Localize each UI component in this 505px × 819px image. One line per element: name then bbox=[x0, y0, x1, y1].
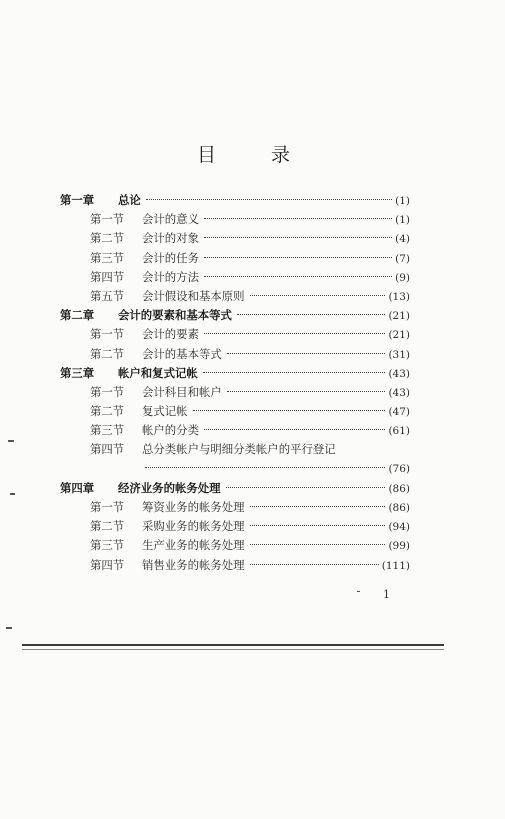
entry-page: (61) bbox=[388, 425, 410, 438]
entry-title: 生产业务的帐务处理 bbox=[142, 538, 245, 553]
entry-page: (86) bbox=[388, 482, 410, 495]
entry-number: 第四节 bbox=[90, 269, 125, 284]
dot-leader bbox=[250, 564, 379, 565]
dot-leader bbox=[204, 429, 385, 430]
dot-leader bbox=[204, 237, 392, 238]
dot-leader bbox=[250, 544, 386, 545]
dot-leader bbox=[237, 314, 386, 315]
entry-title: 筹资业务的帐务处理 bbox=[142, 500, 245, 514]
bottom-rule-thin bbox=[22, 649, 444, 650]
toc-entry-section[interactable] bbox=[60, 210, 410, 229]
entry-page: (76) bbox=[388, 462, 410, 475]
toc-entry-section[interactable] bbox=[60, 498, 410, 517]
dot-leader bbox=[250, 506, 386, 507]
toc-entry-section[interactable] bbox=[60, 287, 410, 306]
entry-title: 会计的要素和基本等式 bbox=[118, 308, 232, 323]
entry-number: 第四章 bbox=[60, 480, 95, 495]
entry-number: 第二节 bbox=[90, 231, 125, 246]
entry-page: (13) bbox=[388, 290, 410, 303]
entry-title: 总论 bbox=[118, 193, 141, 207]
entry-page: (21) bbox=[388, 329, 410, 342]
dot-leader bbox=[193, 410, 386, 411]
entry-page: (111) bbox=[381, 559, 410, 572]
dot-leader bbox=[204, 218, 392, 219]
entry-title: 复式记帐 bbox=[142, 404, 188, 419]
toc-entry-section[interactable] bbox=[60, 249, 410, 268]
entry-title: 采购业务的帐务处理 bbox=[142, 519, 245, 534]
bottom-rule bbox=[22, 644, 444, 646]
entry-title: 会计的方法 bbox=[142, 269, 199, 284]
entry-number: 第三章 bbox=[60, 365, 95, 380]
entry-number: 第一节 bbox=[90, 384, 125, 399]
toc-entry-section[interactable] bbox=[60, 536, 410, 555]
scan-speck bbox=[6, 627, 12, 629]
entry-title: 经济业务的帐务处理 bbox=[118, 480, 221, 495]
entry-title: 会计的基本等式 bbox=[142, 346, 222, 361]
entry-page: (9) bbox=[395, 271, 410, 284]
toc-entry-continuation bbox=[60, 460, 410, 479]
entry-title: 会计科目和帐户 bbox=[142, 384, 222, 399]
entry-number: 第二节 bbox=[90, 404, 125, 419]
entry-number: 第一节 bbox=[90, 212, 125, 227]
entry-number: 第一章 bbox=[60, 193, 95, 207]
dot-leader bbox=[145, 467, 385, 468]
entry-page: (86) bbox=[388, 502, 410, 514]
toc-entry-chapter-4[interactable] bbox=[60, 479, 410, 498]
entry-number: 第一节 bbox=[90, 327, 125, 342]
dot-leader bbox=[204, 257, 392, 258]
entry-number: 第三节 bbox=[90, 423, 125, 438]
entry-page: (21) bbox=[388, 310, 410, 323]
toc-entry-section[interactable] bbox=[60, 325, 410, 344]
page-number: 1 bbox=[383, 588, 390, 601]
entry-page: (4) bbox=[395, 233, 410, 246]
dot-leader bbox=[227, 353, 386, 354]
entry-number: 第四节 bbox=[90, 442, 125, 457]
entry-number: 第二节 bbox=[90, 519, 125, 534]
entry-number: 第二章 bbox=[60, 308, 95, 323]
entry-page: (47) bbox=[388, 406, 410, 419]
entry-page: (1) bbox=[395, 195, 410, 207]
entry-number: 第五节 bbox=[90, 288, 125, 303]
entry-page: (31) bbox=[388, 348, 410, 361]
entry-title: 帐户和复式记帐 bbox=[118, 365, 198, 380]
table-of-contents bbox=[60, 191, 410, 575]
toc-entry-section[interactable] bbox=[60, 345, 410, 364]
toc-entry-section[interactable] bbox=[60, 268, 410, 287]
dot-leader bbox=[226, 487, 386, 488]
entry-title: 会计的要素 bbox=[142, 327, 199, 342]
dot-leader bbox=[204, 333, 385, 334]
toc-entry-section[interactable] bbox=[60, 402, 410, 421]
scan-speck bbox=[8, 440, 14, 442]
entry-number: 第三节 bbox=[90, 250, 125, 265]
entry-number: 第二节 bbox=[90, 346, 125, 361]
entry-number: 第一节 bbox=[90, 500, 125, 514]
scan-speck bbox=[10, 493, 15, 495]
entry-number: 第三节 bbox=[90, 538, 125, 553]
entry-page: (94) bbox=[388, 521, 410, 534]
toc-entry-chapter-3[interactable] bbox=[60, 364, 410, 383]
toc-entry-section[interactable] bbox=[60, 421, 410, 440]
entry-title: 销售业务的帐务处理 bbox=[142, 557, 245, 572]
entry-page: (99) bbox=[388, 540, 410, 553]
toc-entry-section[interactable] bbox=[60, 383, 410, 402]
toc-entry-section-long[interactable] bbox=[60, 440, 410, 459]
dot-leader bbox=[203, 372, 386, 373]
dot-leader bbox=[227, 391, 386, 392]
entry-title: 会计的意义 bbox=[142, 212, 199, 227]
entry-number: 第四节 bbox=[90, 557, 125, 572]
toc-entry-section[interactable] bbox=[60, 229, 410, 248]
dot-leader bbox=[146, 199, 392, 200]
scan-speck bbox=[357, 591, 360, 592]
entry-page: (43) bbox=[388, 367, 410, 380]
entry-title: 总分类帐户与明细分类帐户的平行登记 bbox=[142, 442, 336, 457]
toc-heading: 目 录 bbox=[196, 144, 308, 166]
entry-title: 会计的任务 bbox=[142, 250, 199, 265]
toc-entry-chapter-2[interactable] bbox=[60, 306, 410, 325]
entry-title: 帐户的分类 bbox=[142, 423, 199, 438]
dot-leader bbox=[250, 295, 386, 296]
dot-leader bbox=[204, 276, 392, 277]
toc-entry-chapter-1[interactable] bbox=[60, 191, 410, 210]
dot-leader bbox=[250, 525, 386, 526]
toc-entry-section[interactable] bbox=[60, 556, 410, 575]
entry-page: (43) bbox=[388, 386, 410, 399]
entry-title: 会计假设和基本原则 bbox=[142, 288, 245, 303]
entry-page: (1) bbox=[395, 214, 410, 227]
toc-entry-section[interactable] bbox=[60, 517, 410, 536]
entry-title: 会计的对象 bbox=[142, 231, 199, 246]
entry-page: (7) bbox=[395, 252, 410, 265]
